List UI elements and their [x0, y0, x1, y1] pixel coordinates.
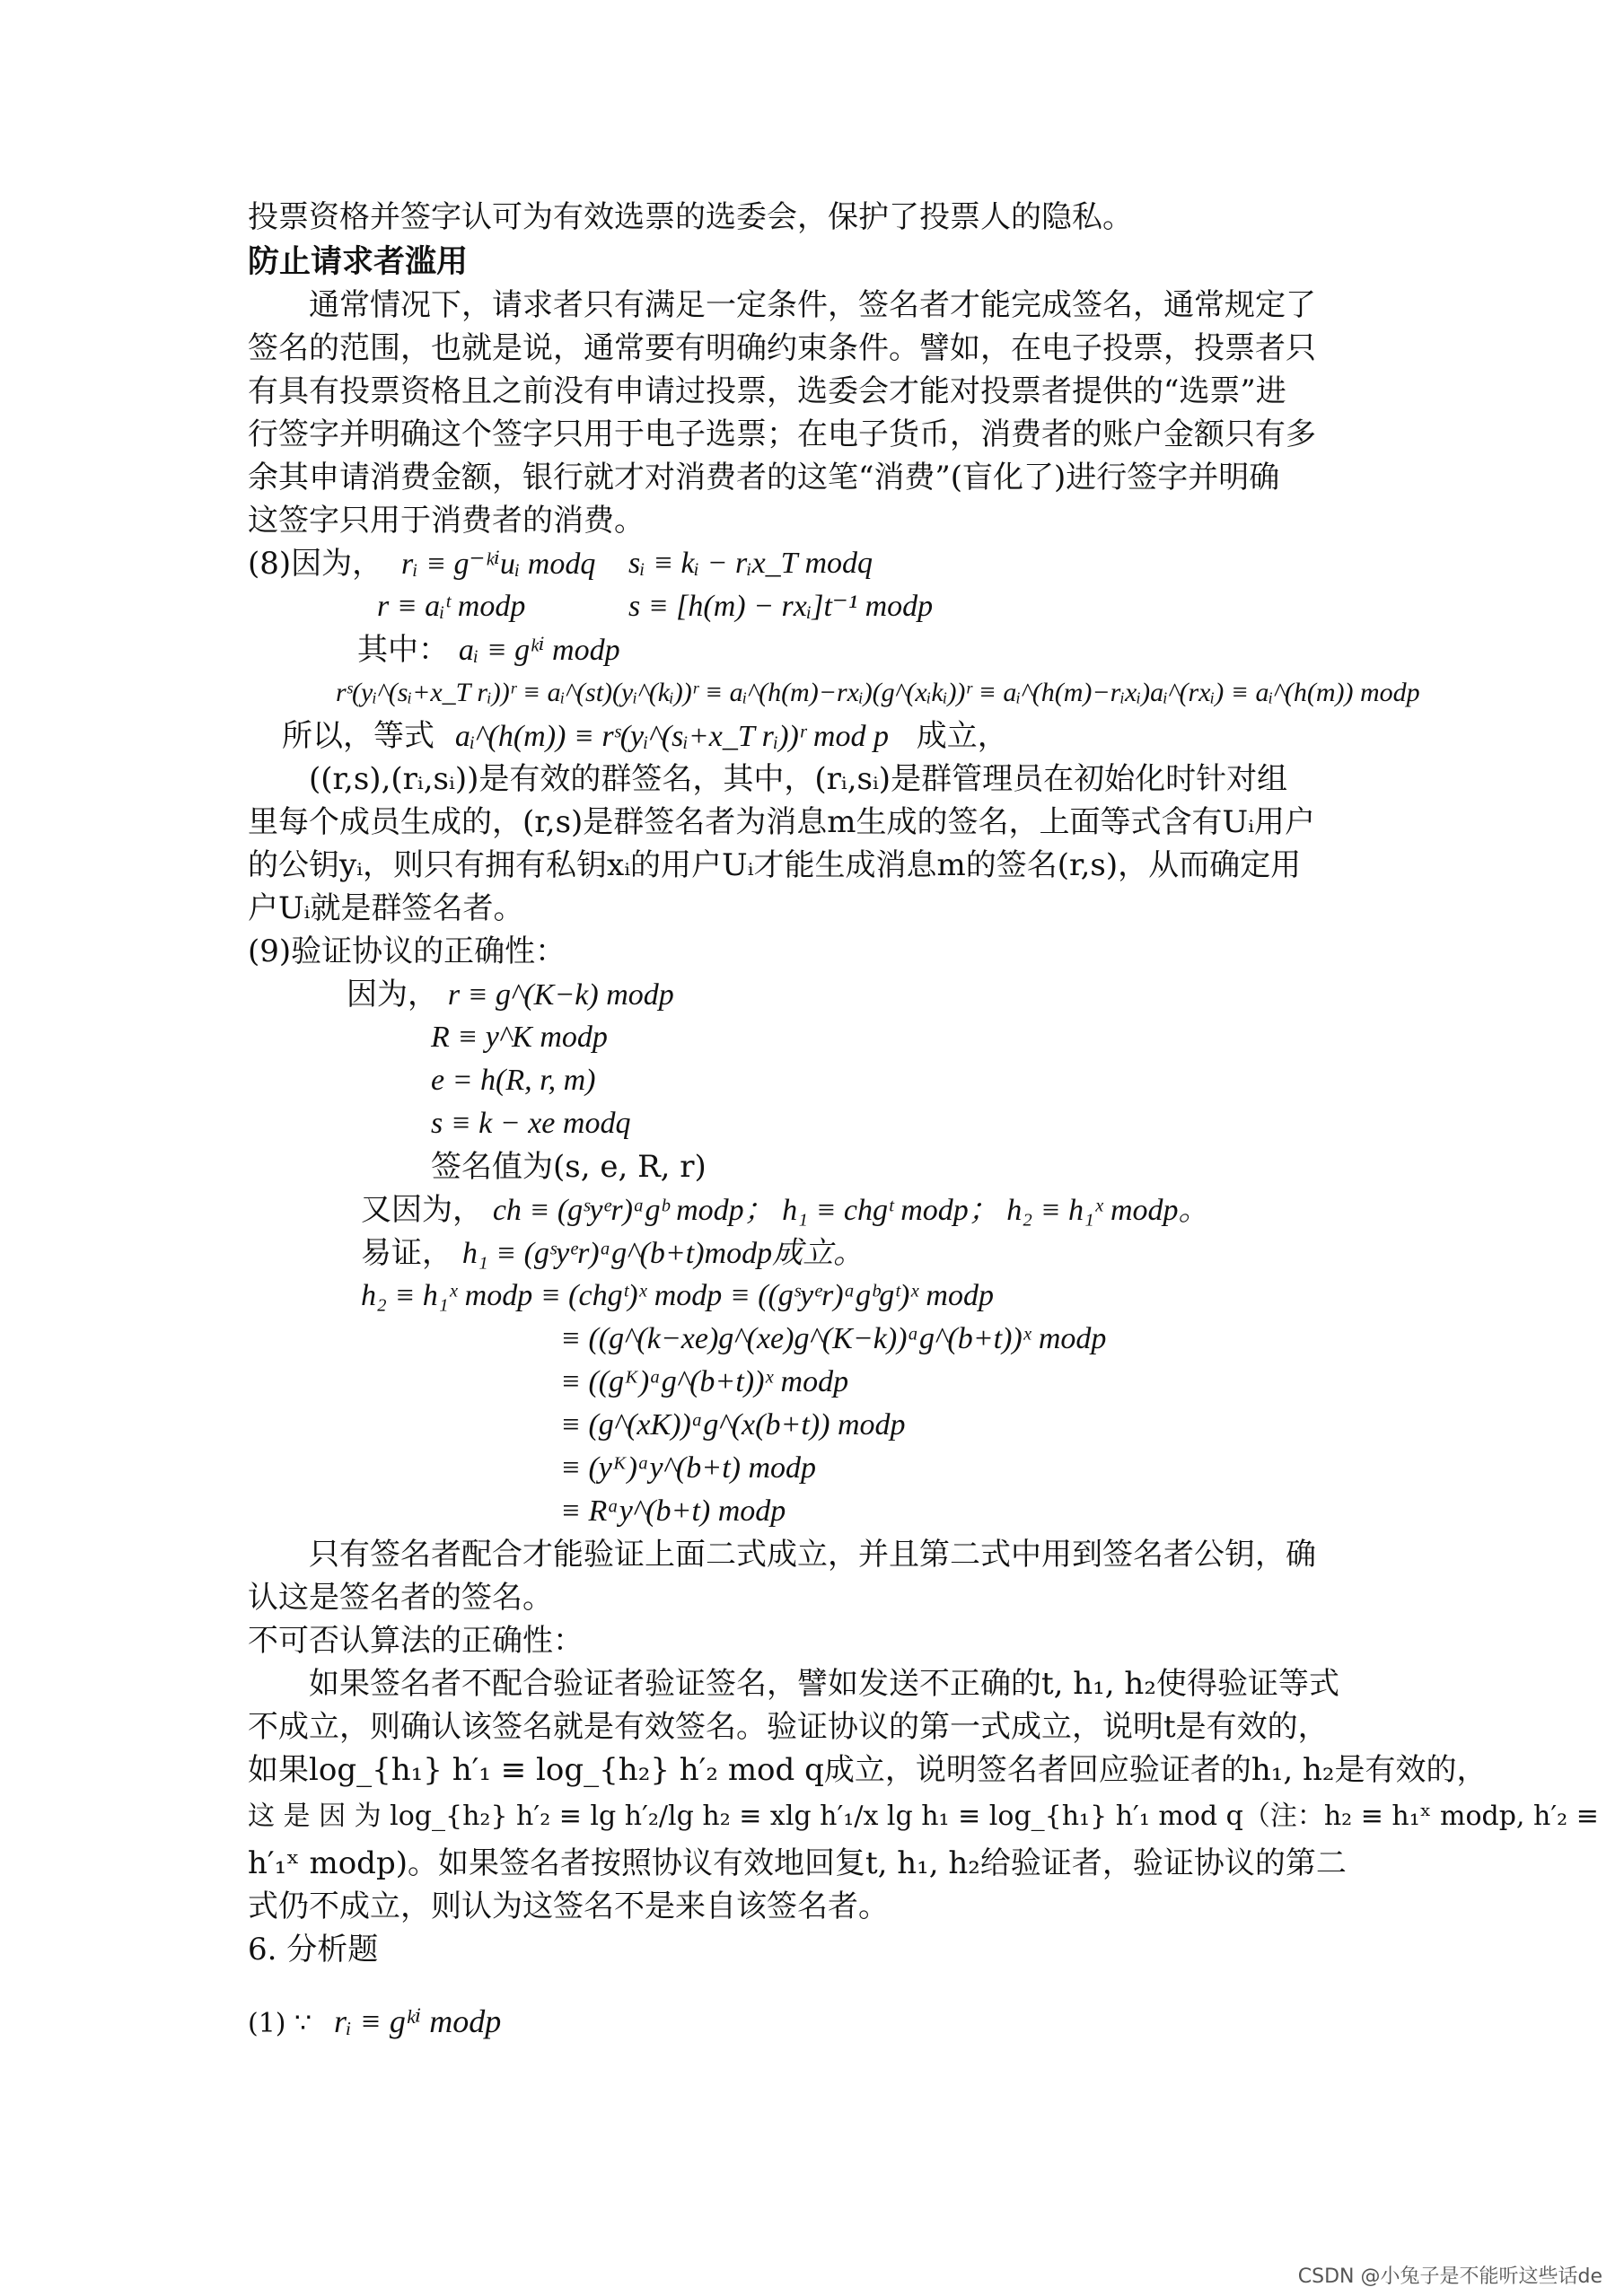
- item9-also-because: 又因为，: [361, 1192, 483, 1228]
- prevent-abuse-line-3: 有具有投票资格且之前没有申请过投票，选委会才能对投票者提供的“选票”进: [248, 373, 1286, 409]
- item8-text-3: 的公钥yᵢ，则只有拥有私钥xᵢ的用户Uᵢ才能生成消息m的签名(r,s)，从而确定用: [248, 847, 1302, 883]
- nonrepudiation-line-6: 式仍不成立，则认为这签名不是来自该签名者。: [248, 1889, 889, 1924]
- section6-title: 6. 分析题: [248, 1932, 379, 1967]
- item9-because-row: [347, 973, 674, 1017]
- item9-chain-1: ≡ ((g^(k−xe)g^(xe)g^(K−k))ᵃg^(b+t))ˣ modp: [560, 1322, 1107, 1355]
- item9-sig-value: 签名值为(s, e, R, r): [431, 1149, 707, 1185]
- item9-eq-s: s ≡ k − xe modq: [431, 1107, 631, 1140]
- item8-text-1: ((r,s),(rᵢ,sᵢ))是有效的群签名，其中，(rᵢ,sᵢ)是群管理员在初始化时针对组: [248, 761, 1288, 797]
- item8-eq2: sᵢ ≡ kᵢ − rᵢx_T modq: [628, 547, 873, 580]
- prevent-abuse-line-1: 通常情况下，请求者只有满足一定条件，签名者才能完成签名，通常规定了: [248, 287, 1316, 323]
- item9-easy-row: [361, 1231, 864, 1275]
- item9-because: 因为，: [347, 977, 438, 1012]
- section6-item1-label: (1) ∵: [248, 2008, 312, 2039]
- prevent-abuse-line-4: 行签字并明确这个签字只用于电子选票；在电子货币，消费者的账户金额只有多: [248, 416, 1316, 452]
- nonrepudiation-title: 不可否认算法的正确性：: [248, 1623, 584, 1659]
- item9-chain-3: ≡ (g^(xK))ᵃg^(x(b+t)) modp: [560, 1408, 906, 1442]
- item9-eq-r: r ≡ g^(K−k) modp: [447, 978, 674, 1012]
- item9-conclusion-2: 认这是签名者的签名。: [248, 1580, 553, 1616]
- item9-title: (9)验证协议的正确性：: [248, 933, 566, 969]
- nonrepudiation-line-5: h′₁ˣ modp)。如果签名者按照协议有效地回复t, h₁, h₂给验证者，验证协议的第二: [248, 1845, 1347, 1881]
- nonrepudiation-line-1: 如果签名者不配合验证者验证签名，譬如发送不正确的t, h₁, h₂使得验证等式: [248, 1666, 1339, 1702]
- item8-label: (8)因为，: [248, 546, 383, 582]
- item8-holds: 成立，: [916, 718, 1008, 754]
- item9-eq-e: e = h(R, r, m): [431, 1064, 596, 1097]
- item8-eq5: aᵢ ≡ gᵏⁱ modp: [458, 634, 620, 667]
- section6-item1-eq: rᵢ ≡ gᵏⁱ modp: [333, 2003, 502, 2039]
- nonrepudiation-line-4: 这 是 因 为 log_{h₂} h′₂ ≡ lg h′₂/lg h₂ ≡ xlg h′₁/x lg h₁ ≡ log_{h₁} h′₁ mod q（注：h₂ ≡ h₁ˣ modp, h′₂ ≡: [248, 1801, 1599, 1832]
- csdn-watermark: CSDN @小兔子是不能听这些话de: [1297, 2265, 1602, 2288]
- item9-eq-R: R ≡ y^K modp: [431, 1021, 608, 1054]
- item9-chain-2: ≡ ((gᴷ)ᵃg^(b+t))ˣ modp: [560, 1365, 849, 1398]
- item8-eq1: rᵢ ≡ g⁻ᵏⁱuᵢ modq: [400, 548, 596, 581]
- item9-ch-eq: ch ≡ (gˢyᵉr)ᵃgᵇ modp； h₁ ≡ chgᵗ modp； h₂ ≡ h₁ˣ modp。: [492, 1194, 1209, 1227]
- item9-chain-first: h₂ ≡ h₁ˣ modp ≡ (chgᵗ)ˣ modp ≡ ((gˢyᵉr)ᵃgᵇgᵗ)ˣ modp: [361, 1279, 994, 1312]
- item9-chain-4: ≡ (yᴷ)ᵃy^(b+t) modp: [560, 1451, 817, 1485]
- prevent-abuse-line-2: 签名的范围，也就是说，通常要有明确约束条件。譬如，在电子投票，投票者只: [248, 330, 1316, 366]
- section6-item1: [248, 2000, 501, 2046]
- item8-text-2: 里每个成员生成的，(r,s)是群签名者为消息m生成的签名，上面等式含有Uᵢ用户: [248, 804, 1316, 840]
- item9-easy-eq: h₁ ≡ (gˢyᵉr)ᵃg^(b+t)modp成立。: [461, 1237, 865, 1270]
- item8-where-label: 其中：: [357, 632, 449, 668]
- nonrepudiation-line-2: 不成立，则确认该签名就是有效签名。验证协议的第一式成立，说明t是有效的，: [248, 1709, 1329, 1745]
- prevent-abuse-line-5: 余其申请消费金额，银行就才对消费者的这笔“消费”(盲化了)进行签字并明确: [248, 460, 1280, 495]
- item8-therefore-row: [282, 714, 1008, 758]
- item8-therefore: 所以，等式: [282, 718, 435, 754]
- item9-conclusion-1: 只有签名者配合才能验证上面二式成立，并且第二式中用到签名者公钥，确: [248, 1537, 1316, 1573]
- item8-eq7: aᵢ^(h(m)) ≡ rˢ(yᵢ^(sᵢ+x_T rᵢ))ʳ mod p: [454, 720, 889, 753]
- section-title-prevent-abuse: 防止请求者滥用: [248, 244, 469, 280]
- item8-row-1: [248, 542, 873, 586]
- item8-eq3: r ≡ aᵢᵗ modp: [377, 590, 526, 623]
- item9-also-because-row: [361, 1188, 1209, 1232]
- item8-eq4: s ≡ [h(m) − rxᵢ]t⁻¹ modp: [628, 590, 934, 623]
- prevent-abuse-line-6: 这签字只用于消费者的消费。: [248, 503, 645, 539]
- item8-where-row: [357, 628, 620, 672]
- intro-line-1: 投票资格并签字认可为有效选票的选委会，保护了投票人的隐私。: [248, 199, 1133, 235]
- nonrepudiation-line-3: 如果log_{h₁} h′₁ ≡ log_{h₂} h′₂ mod q成立，说明签名者回应验证者的h₁, h₂是有效的，: [248, 1752, 1488, 1788]
- item8-text-4: 户Uᵢ就是群签名者。: [248, 890, 524, 926]
- item9-chain-5: ≡ Rᵃy^(b+t) modp: [560, 1494, 786, 1528]
- item9-easy: 易证，: [361, 1235, 452, 1271]
- item8-eq6: rˢ(yᵢ^(sᵢ+x_T rᵢ))ʳ ≡ aᵢ^(st)(yᵢ^(kᵢ))ʳ ≡ aᵢ^(h(m)−rxᵢ)(g^(xᵢkᵢ))ʳ ≡ aᵢ^(h(m)−rᵢxᵢ)aᵢ^(rxᵢ) ≡ aᵢ^(h(m)) modp: [336, 678, 1420, 707]
